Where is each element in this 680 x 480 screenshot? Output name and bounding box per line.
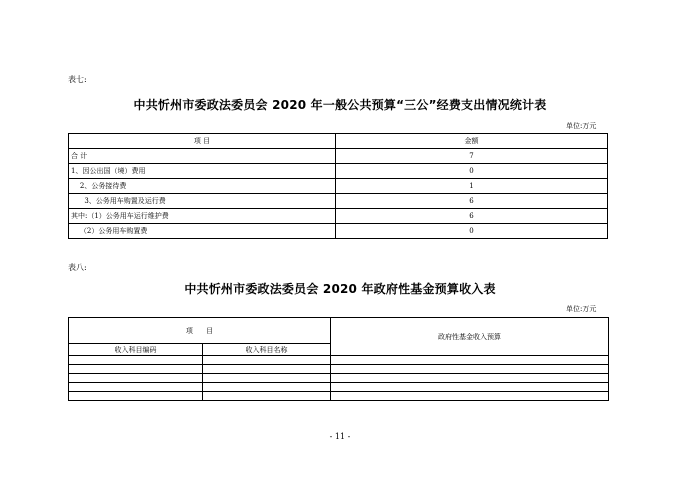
table-row: [69, 374, 609, 383]
header-item: 项 目: [69, 318, 331, 344]
row-item: 2、公务接待费: [69, 179, 336, 194]
row-item: 3、公务用车购置及运行费: [69, 194, 336, 209]
table7-label: 表七:: [68, 75, 87, 84]
row-item: 合 计: [69, 149, 336, 164]
table7-unit: 单位:万元: [566, 122, 597, 130]
header-code: 收入科目编码: [69, 344, 203, 356]
row-amount: 6: [336, 209, 608, 224]
table-row: [69, 164, 608, 179]
table8-unit: 单位:万元: [566, 305, 597, 313]
table-row: [69, 194, 608, 209]
table8-label: 表八:: [68, 263, 87, 272]
table-row: [69, 392, 609, 401]
table-header-row: [69, 318, 609, 344]
table-header-row: [69, 134, 608, 149]
table-row: [69, 365, 609, 374]
header-item: 项 目: [69, 134, 336, 149]
header-name: 收入科目名称: [203, 344, 331, 356]
table-row: [69, 149, 608, 164]
table7: [68, 133, 608, 239]
table-row: [69, 179, 608, 194]
table-row: [69, 356, 609, 365]
row-item: 其中:（1）公务用车运行维护费: [69, 209, 336, 224]
table8: [68, 317, 609, 401]
header-budget: 政府性基金收入预算: [331, 318, 609, 356]
row-amount: 0: [336, 224, 608, 239]
table7-title: 中共忻州市委政法委员会 2020 年一般公共预算“三公”经费支出情况统计表: [133, 98, 547, 112]
table-row: [69, 383, 609, 392]
table-row: [69, 224, 608, 239]
row-amount: 7: [336, 149, 608, 164]
row-amount: 0: [336, 164, 608, 179]
table8-title: 中共忻州市委政法委员会 2020 年政府性基金预算收入表: [184, 282, 496, 296]
row-amount: 6: [336, 194, 608, 209]
row-amount: 1: [336, 179, 608, 194]
header-amount: 金额: [336, 134, 608, 149]
row-item: （2）公务用车购置费: [69, 224, 336, 239]
row-item: 1、因公出国（境）费用: [69, 164, 336, 179]
page-number: - 11 -: [329, 432, 351, 441]
table-row: [69, 209, 608, 224]
